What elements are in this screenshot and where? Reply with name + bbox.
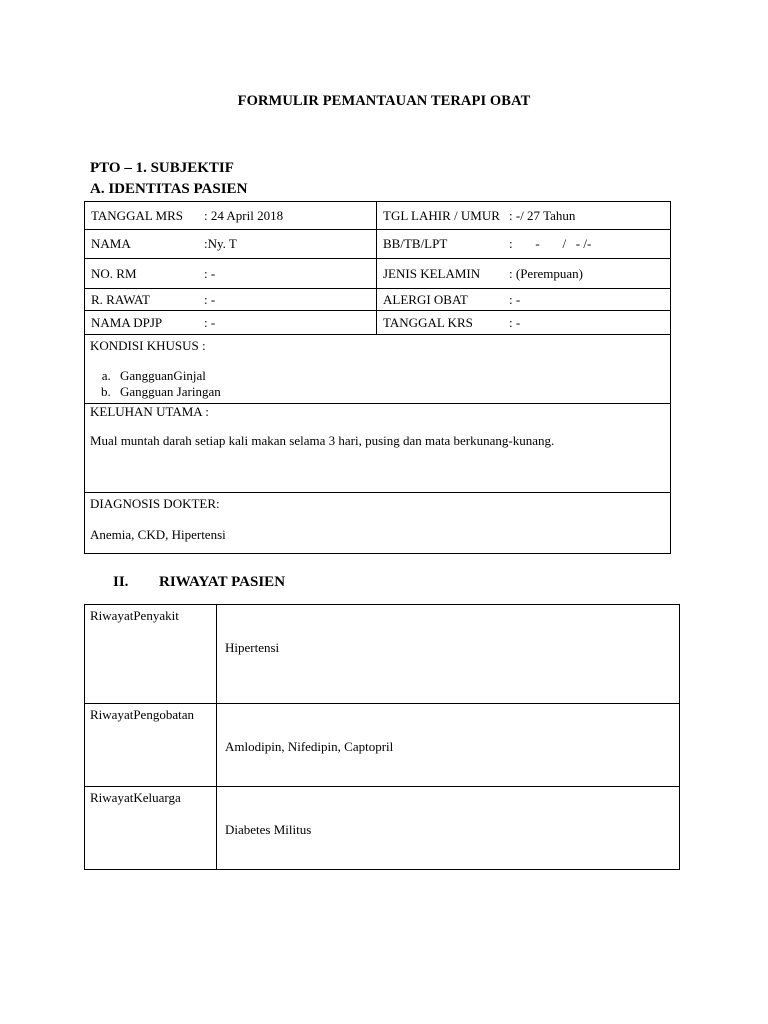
field-value: : (Perempuan) [509,265,584,281]
table-row [85,230,671,259]
section-number: II. [113,574,129,590]
identity-cell-left [85,289,377,311]
section-title: RIWAYAT PASIEN [159,574,286,590]
field-value: : - [509,291,521,307]
field-value: : - [509,314,521,330]
table-row [85,787,680,870]
section-heading-subjektif: PTO – 1. SUBJEKTIF [90,160,234,176]
section-subheading-identitas: A. IDENTITAS PASIEN [90,181,248,197]
field-label: TGL LAHIR / UMUR [383,207,500,223]
list-item: b. Gangguan Jaringan [114,384,665,400]
identity-cell-left [85,230,377,259]
identity-cell-left [85,259,377,289]
identity-cell-right [377,311,671,335]
field-value: : - [204,265,216,281]
identity-cell-left [85,311,377,335]
history-label: RiwayatPengobatan [85,704,217,787]
diagnosis-text: Anemia, CKD, Hipertensi [90,527,226,542]
table-row [85,311,671,335]
history-value: Hipertensi [217,605,680,704]
table-row [85,704,680,787]
field-value: : 24 April 2018 [204,207,284,223]
diagnosis-label: DIAGNOSIS DOKTER: [90,496,220,511]
field-label: ALERGI OBAT [383,291,468,307]
table-row [85,404,671,493]
section-heading-riwayat [113,574,285,591]
table-row [85,259,671,289]
field-value: : - [204,291,216,307]
field-label: TANGGAL MRS [91,207,184,223]
keluhan-utama-label: KELUHAN UTAMA : [90,404,209,419]
field-value: :Ny. T [204,236,237,251]
history-label: RiwayatKeluarga [85,787,217,870]
table-row [85,289,671,311]
table-row [85,605,680,704]
field-value: : - / - /- [509,236,592,251]
history-value: Diabetes Militus [217,787,680,870]
field-value: : -/ 27 Tahun [509,207,576,223]
table-row [85,202,671,230]
kondisi-khusus-label: KONDISI KHUSUS : [90,338,206,353]
identity-cell-left [85,202,377,230]
identity-table [84,201,671,554]
field-label: TANGGAL KRS [383,314,473,330]
keluhan-utama-text: Mual muntah darah setiap kali makan selama 3 hari, pusing dan mata berkunang-kunang. [90,433,555,448]
history-label: RiwayatPenyakit [85,605,217,704]
history-table [84,604,680,870]
list-item: a. GangguanGinjal [114,368,665,384]
kondisi-khusus-list [90,368,665,400]
field-label: NO. RM [91,265,137,281]
table-row [85,493,671,554]
identity-cell-right [377,202,671,230]
document-title: FORMULIR PEMANTAUAN TERAPI OBAT [237,93,531,109]
history-value: Amlodipin, Nifedipin, Captopril [217,704,680,787]
field-label: NAMA [91,236,131,251]
field-value: : - [204,314,216,330]
field-label: R. RAWAT [91,291,150,307]
identity-cell-right [377,259,671,289]
field-label: BB/TB/LPT [383,236,448,251]
keluhan-utama-cell [85,404,671,493]
identity-cell-right [377,230,671,259]
kondisi-khusus-cell [85,335,671,404]
field-label: JENIS KELAMIN [383,265,481,281]
identity-cell-right [377,289,671,311]
field-label: NAMA DPJP [91,314,163,330]
diagnosis-cell [85,493,671,554]
table-row [85,335,671,404]
